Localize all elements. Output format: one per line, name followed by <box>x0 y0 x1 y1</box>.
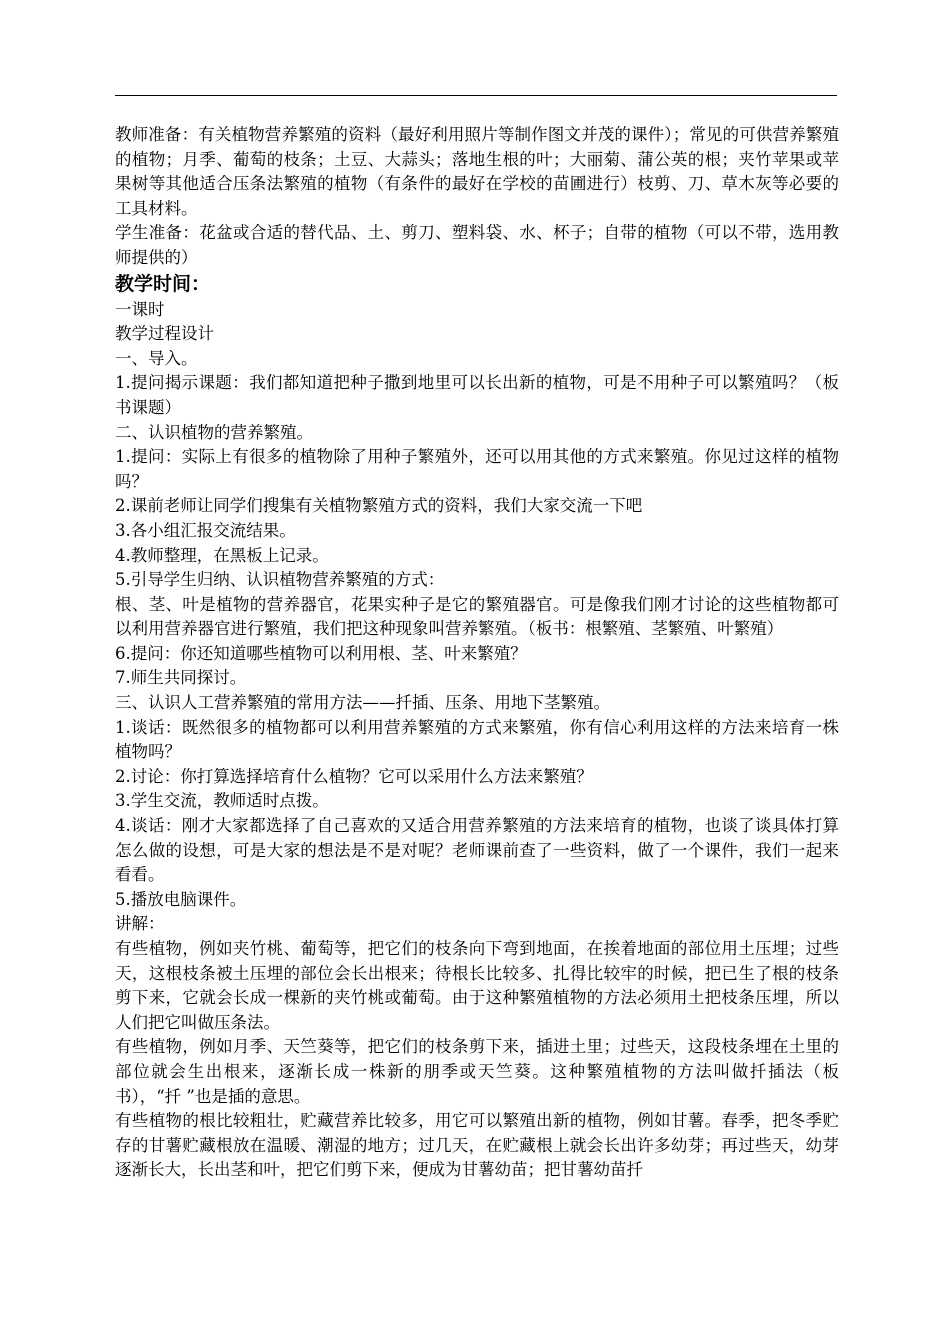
lesson-count: 一课时 <box>115 299 165 319</box>
document-body <box>115 123 839 1183</box>
section-2-item-4: 4.教师整理，在黑板上记录。 <box>115 545 329 565</box>
section-3-item-2: 2.讨论：你打算选择培育什么植物？它可以采用什么方法来繁殖？ <box>115 766 593 786</box>
cutting-explanation: 有些植物，例如月季、天竺葵等，把它们的枝条剪下来，插进土里；过些天，这段枝条埋在土里的部位就会生出根来，逐渐长成一株新的朋季或天竺葵。这种繁殖植物的方法叫做扦插法（板书），“扦 ”也是插的意思。 <box>115 1037 839 1106</box>
section-2-item-5: 5.引导学生归纳、认识植物营养繁殖的方式： <box>115 570 445 590</box>
process-design-title: 教学过程设计 <box>115 324 214 344</box>
section-2-item-2: 2.课前老师让同学们搜集有关植物繁殖方式的资料，我们大家交流一下吧 <box>115 496 643 516</box>
header-rule <box>115 95 837 96</box>
section-2-item-1: 1.提问：实际上有很多的植物除了用种子繁殖外，还可以用其他的方式来繁殖。你见过这样的植物吗？ <box>115 447 839 491</box>
section-3-item-4: 4.谈话：刚才大家都选择了自己喜欢的又适合用营养繁殖的方法来培育的植物，也谈了谈具体打算怎么做的设想，可是大家的想法是不是对呢？老师课前查了一些资料，做了一个课件，我们一起来看看。 <box>115 816 839 885</box>
section-2-item-7: 7.师生共同探讨。 <box>115 668 247 688</box>
section-2-item-3: 3.各小组汇报交流结果。 <box>115 520 296 540</box>
section-3-item-3: 3.学生交流，教师适时点拨。 <box>115 791 329 811</box>
student-preparation: 学生准备：花盆或合适的替代品、土、剪刀、塑料袋、水、杯子；自带的植物（可以不带，选用教师提供的） <box>115 223 839 267</box>
layering-explanation: 有些植物，例如夹竹桃、葡萄等，把它们的枝条向下弯到地面，在挨着地面的部位用土压埋；过些天，这根枝条被土压埋的部位会长出根来；待根长比较多、扎得比较牢的时候，把已生了根的枝条剪下来，它就会长成一棵新的夹竹桃或葡萄。由于这种繁殖植物的方法必须用土把枝条压埋，所以人们把它叫做压条法。 <box>115 939 839 1032</box>
section-2-title: 二、认识植物的营养繁殖。 <box>115 422 313 442</box>
root-propagation-explanation: 有些植物的根比较粗壮，贮藏营养比较多，用它可以繁殖出新的植物，例如甘薯。春季，把冬季贮存的甘薯贮藏根放在温暖、潮湿的地方；过几天，在贮藏根上就会长出许多幼芽；再过些天，幼芽逐渐长大，长出茎和叶，把它们剪下来，便成为甘薯幼苗；把甘薯幼苗扦 <box>115 1111 839 1180</box>
section-3-item-5: 5.播放电脑课件。 <box>115 889 247 909</box>
teaching-time-heading: 教学时间： <box>115 272 211 295</box>
explanation-label: 讲解： <box>115 914 165 934</box>
section-2-item-6: 6.提问：你还知道哪些植物可以利用根、茎、叶来繁殖？ <box>115 643 527 663</box>
section-2-explanation: 根、茎、叶是植物的营养器官，花果实种子是它的繁殖器官。可是像我们刚才讨论的这些植物都可以利用营养器官进行繁殖，我们把这种现象叫营养繁殖。（板书：根繁殖、茎繁殖、叶繁殖） <box>115 594 839 639</box>
teacher-preparation: 教师准备：有关植物营养繁殖的资料（最好利用照片等制作图文并茂的课件）；常见的可供营养繁殖的植物；月季、葡萄的枝条；土豆、大蒜头；落地生根的叶；大丽菊、蒲公英的根；夹竹苹果或苹果树等其他适合压条法繁殖的植物（有条件的最好在学校的苗圃进行）枝剪、刀、草木灰等必要的工具材料。 <box>115 125 839 218</box>
section-1-item-1: 1.提问揭示课题：我们都知道把种子撒到地里可以长出新的植物，可是不用种子可以繁殖吗？（板书课题） <box>115 373 839 417</box>
section-3-item-1: 1.谈话：既然很多的植物都可以利用营养繁殖的方式来繁殖，你有信心利用这样的方法来培育一株植物吗？ <box>115 717 839 762</box>
section-1-title: 一、导入。 <box>115 348 198 368</box>
section-3-title: 三、认识人工营养繁殖的常用方法——扦插、压条、用地下茎繁殖。 <box>115 693 610 713</box>
